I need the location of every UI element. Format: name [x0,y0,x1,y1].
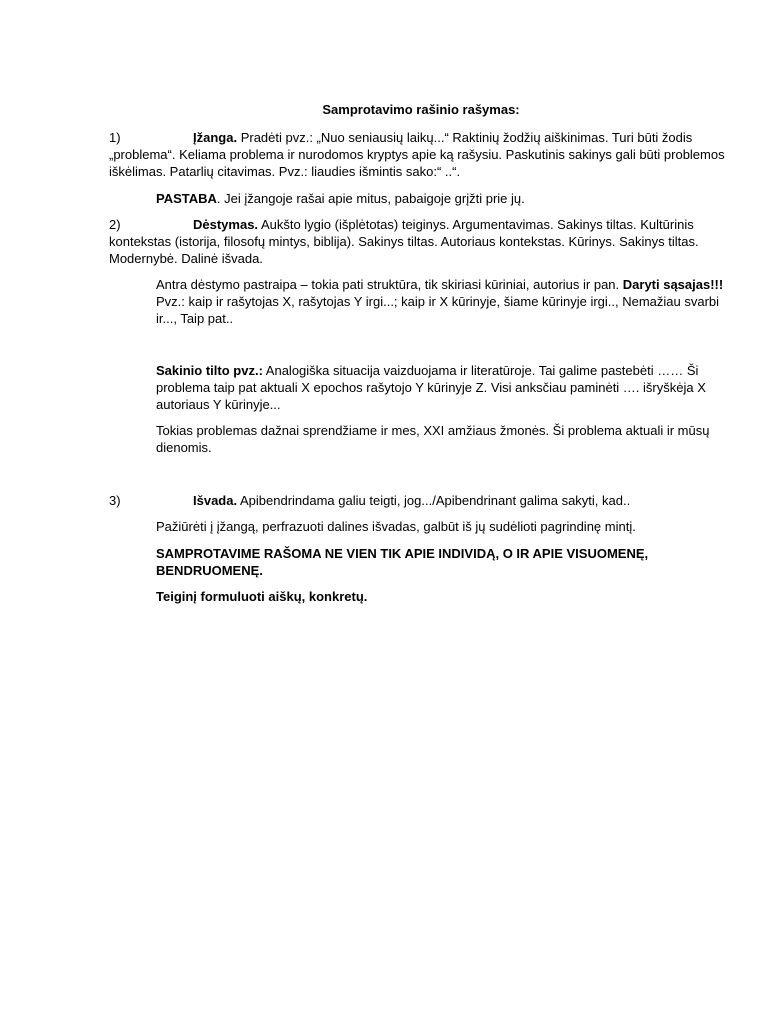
section-intro [109,129,733,180]
problems-paragraph: Tokias problemas dažnai sprendžiame ir mes, XXI amžiaus žmonės. Ši problema aktuali ir mūsų dienomis. [156,423,710,455]
section-heading: Išvada. [193,493,238,508]
note-paragraph [156,190,736,207]
section-heading: Dėstymas. [193,217,259,232]
paragraph-text: Pvz.: kaip ir rašytojas X, rašytojas Y irgi...; kaip ir X kūrinyje, šiame kūrinyje irgi.., Nemažiau svarbi ir..., Taip pat.. [156,294,720,326]
document-title: Samprotavimo rašinio rašymas: [322,102,520,117]
section-body: Pradėti pvz.: „Nuo seniausių laikų...“ Raktinių žodžių aiškinimas. Turi būti žodis „problema“. Keliama problema ir nurodomos kryptys apie ką rašysiu. Paskutinis sakinys gali būti problemos iškėlimas. Patarlių citavimas. Pvz.: liaudies išmintis sako:“ ..“. [109,130,725,179]
emphasis-text: Daryti sąsajas!!! [622,277,724,292]
note-body: . Jei įžangoje rašai apie mitus, pabaigoje grįžti prie jų. [216,191,525,206]
emphasis-paragraph: SAMPROTAVIME RAŠOMA NE VIEN TIK APIE INDIVIDĄ, O IR APIE VISUOMENĘ, BENDRUOMENĘ. [156,546,649,578]
bridge-body: Analogiška situacija vaizduojama ir literatūroje. Tai galime pastebėti …… Ši problema taip pat aktuali X epochos rašytojo Y kūrinyje Z. Visi anksčiau paminėti …. išryškėja X autoriaus Y kūrinyje... [156,363,706,412]
section-body-part [109,216,733,267]
section-number: 2) [109,217,121,232]
section-conclusion [109,492,733,509]
second-paragraph-note [156,276,736,327]
emphasis-paragraph: Teiginį formuluoti aiškų, konkretų. [156,589,368,604]
section-body: Aukšto lygio (išplėtotas) teiginys. Argumentavimas. Sakinys tiltas. Kultūrinis kontekstas (istorija, filosofų mintys, biblija). Sakinys tiltas. Autoriaus kontekstas. Kūrinys. Sakinys tiltas. Modernybė. Dalinė išvada. [109,217,699,266]
paragraph-text: Antra dėstymo pastraipa – tokia pati struktūra, tik skiriasi kūriniai, autorius ir pan. [156,277,623,292]
section-body-text [109,216,733,267]
section-conclusion-text [109,492,733,509]
section-heading: Įžanga. [193,130,238,145]
note-heading: PASTABA [156,191,217,206]
section-number: 3) [109,493,121,508]
section-body: Apibendrindama galiu teigti, jog.../Apibendrinant galima sakyti, kad.. [237,493,631,508]
bridge-heading: Sakinio tilto pvz.: [156,363,263,378]
bridge-sentence-example [156,362,736,413]
section-intro-text [109,129,733,180]
section-number: 1) [109,130,121,145]
review-paragraph: Pažiūrėti į įžangą, perfrazuoti dalines išvadas, galbūt iš jų sudėlioti pagrindinę mintį. [156,519,636,534]
